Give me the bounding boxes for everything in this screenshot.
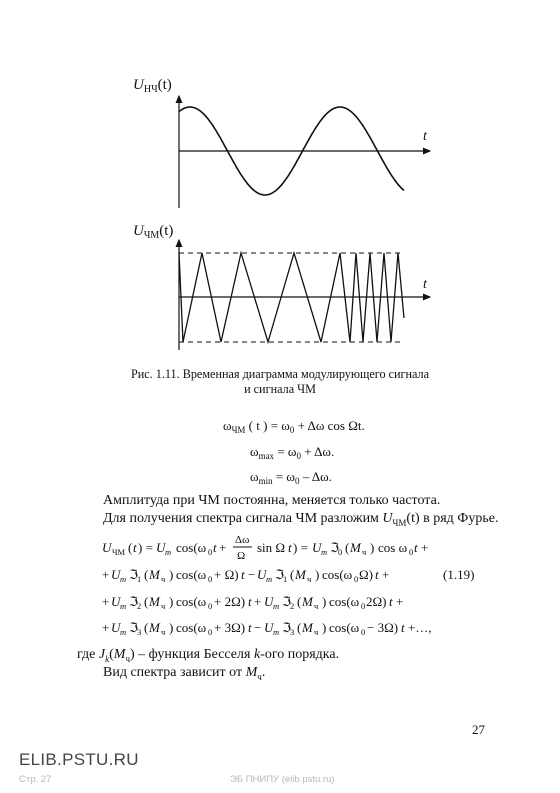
equation-omega-fm: $\omega_{ЧМ}$ ( t ) = $\omega_0 + \Delta\omega$ cos Ωt.	[223, 418, 365, 435]
svg-text:cos(ω: cos(ω	[176, 567, 207, 582]
svg-text:ℑ: ℑ	[282, 620, 292, 635]
svg-text:m: m	[321, 547, 328, 557]
svg-text:2: 2	[290, 601, 295, 611]
svg-text:ℑ: ℑ	[129, 620, 139, 635]
svg-text:m: m	[120, 574, 127, 584]
svg-text:ЧМ: ЧМ	[112, 547, 126, 557]
svg-text:cos ω: cos ω	[378, 540, 408, 555]
svg-text:t: t	[401, 620, 405, 635]
svg-text:0: 0	[208, 547, 213, 557]
svg-text:(: (	[144, 620, 149, 635]
svg-text:cos(ω: cos(ω	[329, 620, 360, 635]
svg-text:cos(ω: cos(ω	[176, 620, 207, 635]
figure-caption	[0, 367, 560, 397]
svg-text:): )	[315, 567, 320, 582]
svg-text:Δω: Δω	[235, 534, 250, 546]
svg-text:+ 3Ω): + 3Ω)	[214, 620, 246, 635]
svg-text:U: U	[156, 540, 166, 555]
svg-text:0: 0	[208, 627, 213, 637]
equation-omega-min: $\omega_{min} = \omega_0 - \Delta\omega$.	[250, 469, 332, 486]
svg-text:): )	[322, 620, 327, 635]
svg-text:): )	[322, 594, 327, 609]
svg-text:0: 0	[361, 627, 366, 637]
svg-text:t: t	[375, 567, 379, 582]
caption-line-1: Рис. 1.11. Временная диаграмма модулирующего сигнала	[130, 367, 430, 381]
svg-text:ℑ: ℑ	[275, 567, 285, 582]
svg-text:3: 3	[290, 627, 295, 637]
svg-text:−: −	[254, 620, 262, 635]
svg-text:1: 1	[137, 574, 142, 584]
fourier-series-formula	[90, 532, 475, 638]
svg-text:ч: ч	[161, 574, 166, 584]
svg-text:cos(ω: cos(ω	[322, 567, 353, 582]
svg-text:ч: ч	[161, 601, 166, 611]
svg-text:m: m	[266, 574, 273, 584]
svg-text:ч: ч	[161, 627, 166, 637]
svg-text:ℑ: ℑ	[129, 567, 139, 582]
svg-text:U: U	[312, 540, 322, 555]
svg-text:0: 0	[354, 574, 359, 584]
svg-text:+: +	[102, 567, 110, 582]
svg-text:− 3Ω): − 3Ω)	[367, 620, 399, 635]
spectrum-intro: Для получения спектра сигнала ЧМ разложим $U_{ЧМ}(t)$ в ряд Фурье.	[103, 511, 499, 528]
svg-text:+: +	[382, 567, 390, 582]
svg-text:cos(ω: cos(ω	[176, 540, 207, 555]
svg-text:(1.19): (1.19)	[443, 567, 475, 582]
signal-figure	[0, 0, 560, 360]
svg-text:−: −	[248, 567, 256, 582]
svg-text:): )	[370, 540, 375, 555]
bottom-y-label: $U_{ЧМ}(t)$	[133, 223, 174, 241]
svg-text:) =: ) =	[138, 540, 153, 555]
svg-text:3: 3	[137, 627, 142, 637]
svg-text:(: (	[297, 594, 302, 609]
page-label: Стр. 27	[19, 774, 52, 785]
svg-text:2: 2	[137, 601, 142, 611]
library-label: ЭБ ПНИПУ (elib.pstu.ru)	[230, 774, 335, 785]
svg-text:m: m	[273, 601, 280, 611]
svg-text:ℑ: ℑ	[282, 594, 292, 609]
svg-text:ч: ч	[307, 574, 312, 584]
svg-text:0: 0	[208, 601, 213, 611]
site-brand[interactable]: ELIB.PSTU.RU	[19, 750, 139, 769]
svg-text:U: U	[102, 540, 112, 555]
svg-text:M: M	[149, 594, 160, 609]
svg-text:m: m	[273, 627, 280, 637]
top-x-label: t	[423, 129, 427, 144]
svg-text:+: +	[219, 540, 227, 555]
svg-text:t: t	[288, 540, 292, 555]
svg-text:M: M	[350, 540, 361, 555]
svg-text:ч: ч	[362, 547, 367, 557]
svg-text:Ω): Ω)	[359, 567, 373, 582]
svg-text:U: U	[111, 594, 121, 609]
svg-text:2Ω): 2Ω)	[366, 594, 387, 609]
svg-text:M: M	[302, 594, 313, 609]
svg-text:t: t	[241, 567, 245, 582]
page-number: 27	[472, 722, 485, 737]
caption-line-2: и сигнала ЧМ	[244, 382, 316, 396]
svg-text:0: 0	[409, 547, 414, 557]
amplitude-note: Амплитуда при ЧМ постоянна, меняется только частота.	[103, 493, 441, 508]
svg-text:): )	[169, 620, 174, 635]
svg-text:): )	[169, 567, 174, 582]
svg-text:+ Ω): + Ω)	[214, 567, 239, 582]
svg-text:t: t	[248, 594, 252, 609]
svg-text:(: (	[290, 567, 295, 582]
svg-text:m: m	[120, 601, 127, 611]
svg-text:+: +	[421, 540, 429, 555]
svg-text:(: (	[144, 594, 149, 609]
svg-text:U: U	[111, 567, 121, 582]
svg-text:(: (	[144, 567, 149, 582]
svg-text:U: U	[257, 567, 267, 582]
svg-text:ℑ: ℑ	[330, 540, 340, 555]
svg-text:ч: ч	[314, 601, 319, 611]
svg-text:U: U	[264, 620, 274, 635]
bottom-x-label: t	[423, 277, 427, 292]
svg-text:t: t	[133, 540, 137, 555]
svg-text:+…,: +…,	[408, 620, 432, 635]
svg-text:U: U	[111, 620, 121, 635]
svg-text:sin Ω: sin Ω	[257, 540, 286, 555]
spectrum-dependency-note: Вид спектра зависит от $M_ч$.	[103, 665, 266, 682]
svg-text:0: 0	[338, 547, 343, 557]
svg-text:(: (	[345, 540, 350, 555]
svg-text:+: +	[102, 594, 110, 609]
svg-text:ℑ: ℑ	[129, 594, 139, 609]
svg-text:M: M	[295, 567, 306, 582]
svg-text:M: M	[302, 620, 313, 635]
top-y-label: $U_{НЧ}(t)$	[133, 77, 172, 95]
svg-text:+: +	[396, 594, 404, 609]
svg-text:0: 0	[361, 601, 366, 611]
svg-text:ч: ч	[314, 627, 319, 637]
svg-text:M: M	[149, 620, 160, 635]
svg-text:cos(ω: cos(ω	[329, 594, 360, 609]
svg-text:+: +	[254, 594, 262, 609]
svg-text:+: +	[102, 620, 110, 635]
svg-text:) =: ) =	[293, 540, 308, 555]
svg-text:): )	[169, 594, 174, 609]
svg-text:m: m	[165, 547, 172, 557]
svg-text:Ω: Ω	[237, 550, 246, 562]
svg-text:U: U	[264, 594, 274, 609]
svg-text:1: 1	[283, 574, 288, 584]
svg-text:+ 2Ω): + 2Ω)	[214, 594, 246, 609]
svg-text:t: t	[213, 540, 217, 555]
svg-text:t: t	[248, 620, 252, 635]
svg-text:0: 0	[208, 574, 213, 584]
svg-text:M: M	[149, 567, 160, 582]
svg-text:cos(ω: cos(ω	[176, 594, 207, 609]
svg-text:m: m	[120, 627, 127, 637]
svg-text:t: t	[414, 540, 418, 555]
svg-text:(: (	[297, 620, 302, 635]
equation-omega-max: $\omega_{max} = \omega_0 + \Delta\omega$.	[250, 444, 335, 461]
svg-text:(: (	[128, 540, 133, 555]
bessel-function-note: где $J_k(M_ч)$ – функция Бесселя k-ого порядка.	[77, 647, 340, 664]
svg-text:t: t	[389, 594, 393, 609]
